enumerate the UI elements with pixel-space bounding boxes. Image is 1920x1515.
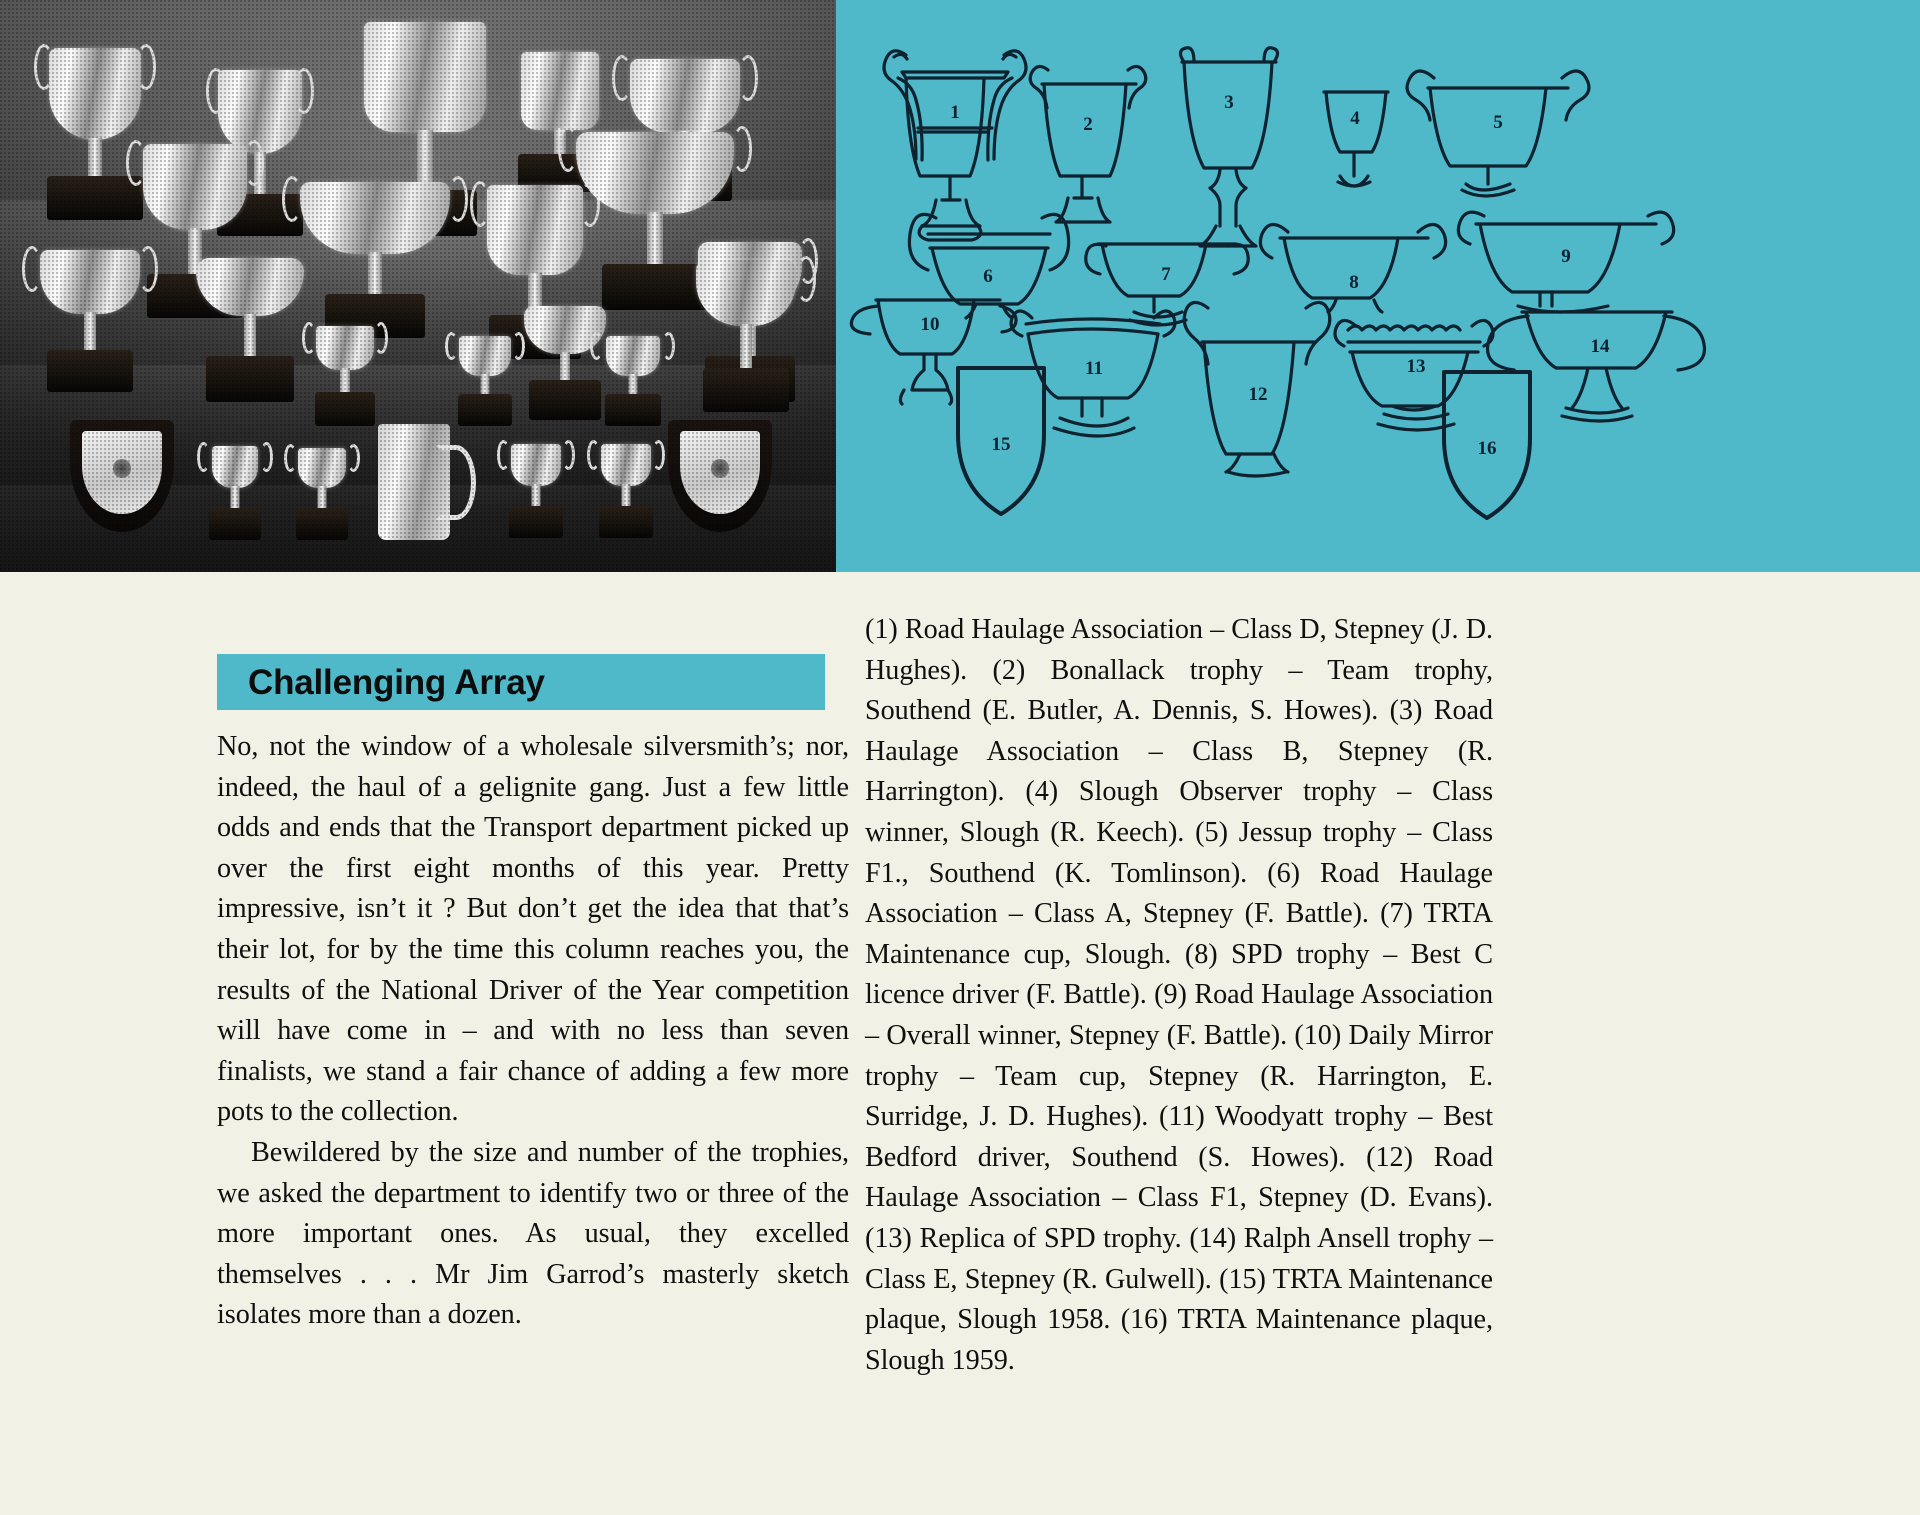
sketch-number-3: 3 bbox=[1224, 92, 1234, 113]
photo-trophy bbox=[195, 440, 275, 540]
heading-band bbox=[217, 654, 825, 710]
sketch-number-4: 4 bbox=[1350, 108, 1360, 129]
trophy-sketch-key-panel bbox=[836, 0, 1920, 572]
sketch-number-9: 9 bbox=[1561, 246, 1571, 267]
sketch-number-11: 11 bbox=[1085, 358, 1103, 379]
photo-trophy bbox=[300, 320, 390, 430]
photo-trophy bbox=[20, 240, 160, 400]
photo-trophy bbox=[180, 250, 320, 410]
sketch-number-16: 16 bbox=[1477, 438, 1497, 459]
article-body bbox=[0, 572, 1920, 1515]
left-text-column bbox=[217, 654, 849, 1336]
photo-tankard bbox=[378, 424, 450, 540]
sketch-trophy-14 bbox=[1488, 312, 1705, 421]
sketch-number-2: 2 bbox=[1083, 114, 1093, 135]
photo-trophy bbox=[495, 438, 577, 538]
sketch-number-5: 5 bbox=[1493, 112, 1503, 133]
photo-trophy bbox=[676, 250, 816, 420]
trophy-key-list: (1) Road Haulage Association – Class D, Stepney (J. D. Hughes). (2) Bonallack trophy – Team trophy, Southend (E. Butler, A. Dennis, S. Howes). (3) Road Haulage Association – Class B, Stepney (R. Harrington). (4) Slough Observer trophy – Class winner, Slough (R. Keech). (5) Jessup trophy – Class F1., Southend (K. Tomlinson). (6) Road Haulage Association – Class A, Stepney (F. Battle). (7) TRTA Maintenance cup, Slough. (8) SPD trophy – Best C licence driver (F. Battle). (9) Road Haulage Association – Overall winner, Stepney (F. Battle). (10) Daily Mirror trophy – Team cup, Stepney (R. Harrington, E. Surridge, J. D. Hughes). (11) Woodyatt trophy – Best Bedford driver, Southend (S. Howes). (12) Road Haulage Association – Class F1, Stepney (D. Evans). (13) Replica of SPD trophy. (14) Ralph Ansell trophy – Class E, Stepney (R. Gulwell). (15) TRTA Maintenance plaque, Slough 1958. (16) TRTA Maintenance plaque, Slough 1959. bbox=[865, 614, 1493, 1376]
sketch-trophy-5 bbox=[1407, 71, 1589, 196]
article-prose bbox=[217, 727, 849, 1336]
sketch-trophy-8 bbox=[1260, 224, 1445, 312]
sketch-number-6: 6 bbox=[983, 266, 993, 287]
paragraph: Bewildered by the size and number of the trophies, we asked the department to identify two or three of the more important ones. As usual, they excelled themselves . . . Mr Jim Garrod’s masterly sketch isolates more than a dozen. bbox=[217, 1136, 849, 1331]
sketch-number-1: 1 bbox=[950, 102, 960, 123]
photo-trophy bbox=[282, 442, 362, 540]
sketch-number-14: 14 bbox=[1590, 336, 1610, 357]
sketch-number-10: 10 bbox=[920, 314, 940, 335]
paragraph: No, not the window of a wholesale silversmith’s; nor, indeed, the haul of a gelignite gang. Just a few little odds and ends that the Transport department picked up over the first eight months of this year. Pretty impressive, isn’t it ? But don’t get the idea that that’s their lot, for by the time this column reaches you, the results of the National Driver of the Year competition will have come in – and with no less than seven finalists, we stand a fair chance of adding a few more pots to the collection. bbox=[217, 731, 849, 1128]
sketch-trophy-3 bbox=[1180, 48, 1277, 246]
top-illustration-band bbox=[0, 0, 1920, 572]
page-title: Challenging Array bbox=[248, 662, 545, 702]
sketch-number-8: 8 bbox=[1349, 272, 1359, 293]
sketch-trophy-1 bbox=[884, 51, 1026, 240]
sketch-trophy-4 bbox=[1324, 92, 1388, 186]
sketch-trophy-2 bbox=[1030, 66, 1146, 222]
sketch-number-15: 15 bbox=[991, 434, 1011, 455]
trophy-photograph bbox=[0, 0, 836, 572]
photo-trophy bbox=[585, 438, 667, 538]
sketch-number-13: 13 bbox=[1406, 356, 1426, 377]
sketch-number-7: 7 bbox=[1161, 264, 1171, 285]
photo-trophy bbox=[590, 330, 675, 430]
sketch-number-12: 12 bbox=[1248, 384, 1268, 405]
